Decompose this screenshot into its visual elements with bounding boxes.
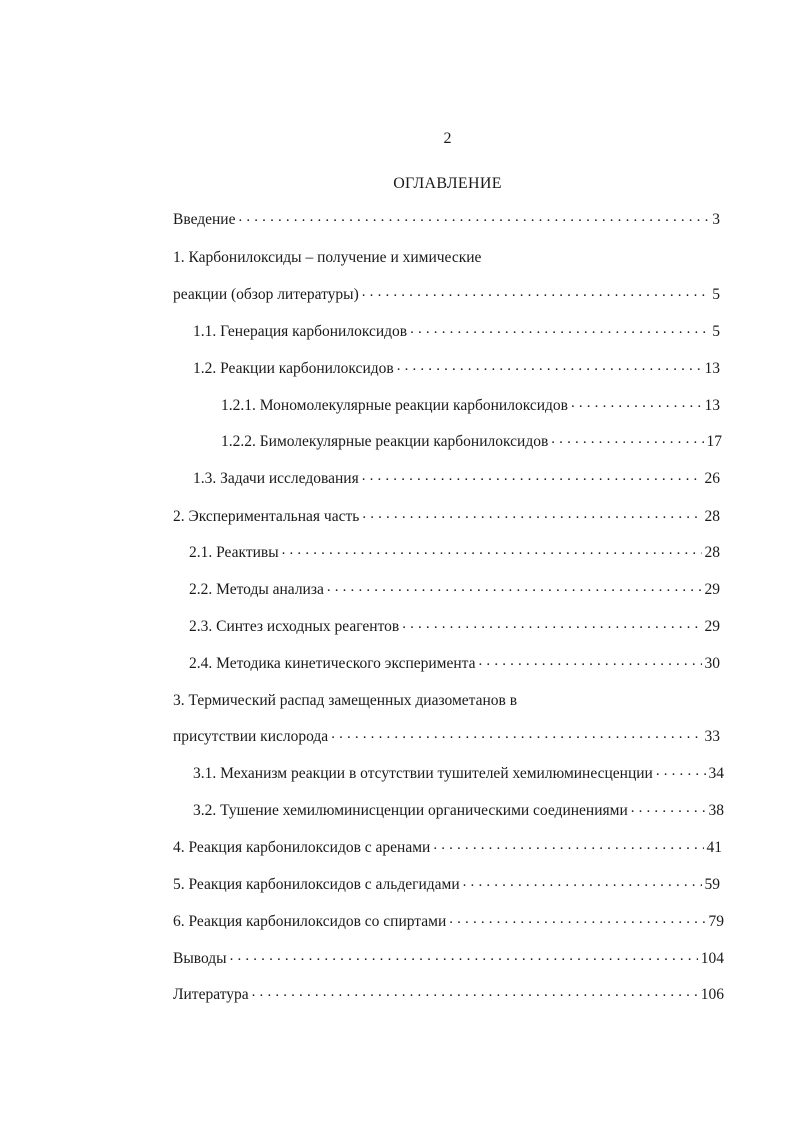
toc-entry-page: 5 xyxy=(712,286,720,303)
toc-entry-page: 30 xyxy=(704,655,720,672)
dot-leader xyxy=(449,912,705,926)
toc-entry-page: 38 xyxy=(708,802,724,819)
page-number: 2 xyxy=(443,130,452,147)
toc-entry-label: 3.1. Механизм реакции в отсутствии тушителей хемилюминесценции xyxy=(193,765,653,782)
toc-entry-page: 79 xyxy=(708,913,724,930)
dot-leader xyxy=(327,580,702,594)
toc-entry xyxy=(173,507,720,527)
toc-entry xyxy=(193,764,724,784)
toc-entry-label: присутствии кислорода xyxy=(173,728,329,745)
toc-entry xyxy=(173,727,720,747)
toc-entry-label: 3.2. Тушение хемилюминисценции органическими соединениями xyxy=(193,802,628,819)
dot-leader xyxy=(571,396,702,410)
toc-entry-page: 29 xyxy=(704,581,720,598)
toc-entry-label: 2.4. Методика кинетического эксперимента xyxy=(189,655,476,672)
toc-entry-page: 26 xyxy=(704,470,720,487)
toc-entry-label: 2.3. Синтез исходных реагентов xyxy=(189,618,400,635)
toc-entry xyxy=(221,432,722,452)
toc-entry xyxy=(193,359,720,379)
toc-entry xyxy=(173,210,720,230)
toc-entry-page: 29 xyxy=(704,618,720,635)
toc-entry xyxy=(173,691,720,711)
toc-entry-label: 5. Реакция карбонилоксидов с альдегидами xyxy=(173,876,460,893)
toc-entry-page: 3 xyxy=(712,211,720,228)
toc-entry-label: 1.3. Задачи исследования xyxy=(193,470,359,487)
toc-entry-label: 3. Термический распад замещенных диазометанов в xyxy=(173,692,518,709)
toc-entry-label: 1. Карбонилоксиды – получение и химические xyxy=(173,249,482,266)
dot-leader xyxy=(463,875,702,889)
dot-leader xyxy=(397,359,702,373)
toc-entry xyxy=(221,396,720,416)
toc-entry-label: 2.1. Реактивы xyxy=(189,544,279,561)
toc-entry-page: 104 xyxy=(700,950,724,967)
toc-entry-label: 1.2.2. Бимолекулярные реакции карбонилоксидов xyxy=(221,433,549,450)
toc-entry-page: 17 xyxy=(706,433,722,450)
toc-entry-label: 1.1. Генерация карбонилоксидов xyxy=(193,323,408,340)
dot-leader xyxy=(252,985,698,999)
toc-entry xyxy=(173,985,724,1005)
toc-entry-label: Литература xyxy=(173,986,249,1003)
toc-entry xyxy=(189,617,720,637)
toc-entry-page: 33 xyxy=(704,728,720,745)
dot-leader xyxy=(331,727,701,741)
toc-entry-page: 34 xyxy=(708,765,724,782)
dot-leader xyxy=(362,507,701,521)
dot-leader xyxy=(551,432,703,446)
dot-leader xyxy=(362,469,702,483)
dot-leader xyxy=(410,322,709,336)
toc-entry-page: 28 xyxy=(704,544,720,561)
toc-entry-label: 4. Реакция карбонилоксидов с аренами xyxy=(173,839,431,856)
dot-leader xyxy=(433,838,703,852)
toc-entry-page: 13 xyxy=(704,360,720,377)
toc-entry xyxy=(173,875,720,895)
dot-leader xyxy=(479,654,702,668)
toc-entry xyxy=(173,248,720,268)
toc-entry xyxy=(173,949,724,969)
toc-entry-page: 41 xyxy=(706,839,722,856)
toc-entry-page: 59 xyxy=(704,876,720,893)
toc-entry-label: 2.2. Методы анализа xyxy=(189,581,324,598)
toc-entry xyxy=(189,580,720,600)
toc-entry-label: Введение xyxy=(173,211,236,228)
dot-leader xyxy=(238,210,709,224)
dot-leader xyxy=(402,617,701,631)
dot-leader xyxy=(362,285,709,299)
toc-entry-label: 1.2. Реакции карбонилоксидов xyxy=(193,360,394,377)
dot-leader xyxy=(282,543,702,557)
dot-leader xyxy=(230,949,698,963)
toc-entry xyxy=(189,543,720,563)
toc-title: ОГЛАВЛЕНИЕ xyxy=(393,175,502,192)
toc-entry xyxy=(173,838,722,858)
toc-entry-label: 6. Реакция карбонилоксидов со спиртами xyxy=(173,913,447,930)
toc-entry-page: 28 xyxy=(704,508,720,525)
toc-entry-page: 5 xyxy=(712,323,720,340)
toc-entry-label: 2. Экспериментальная часть xyxy=(173,508,360,525)
dot-leader xyxy=(631,801,706,815)
dot-leader xyxy=(656,764,706,778)
toc-entry-label: 1.2.1. Мономолекулярные реакции карбонилоксидов xyxy=(221,397,568,414)
toc-entry-label: Выводы xyxy=(173,950,227,967)
toc-entry-page: 106 xyxy=(700,986,724,1003)
toc-entry xyxy=(193,469,720,489)
toc-entry-label: реакции (обзор литературы) xyxy=(173,286,359,303)
toc-entry xyxy=(173,912,724,932)
toc-entry xyxy=(189,654,720,674)
toc-entry-page: 13 xyxy=(704,397,720,414)
toc-entry xyxy=(193,322,720,342)
toc-entry xyxy=(193,801,724,821)
toc-entry xyxy=(173,285,720,305)
